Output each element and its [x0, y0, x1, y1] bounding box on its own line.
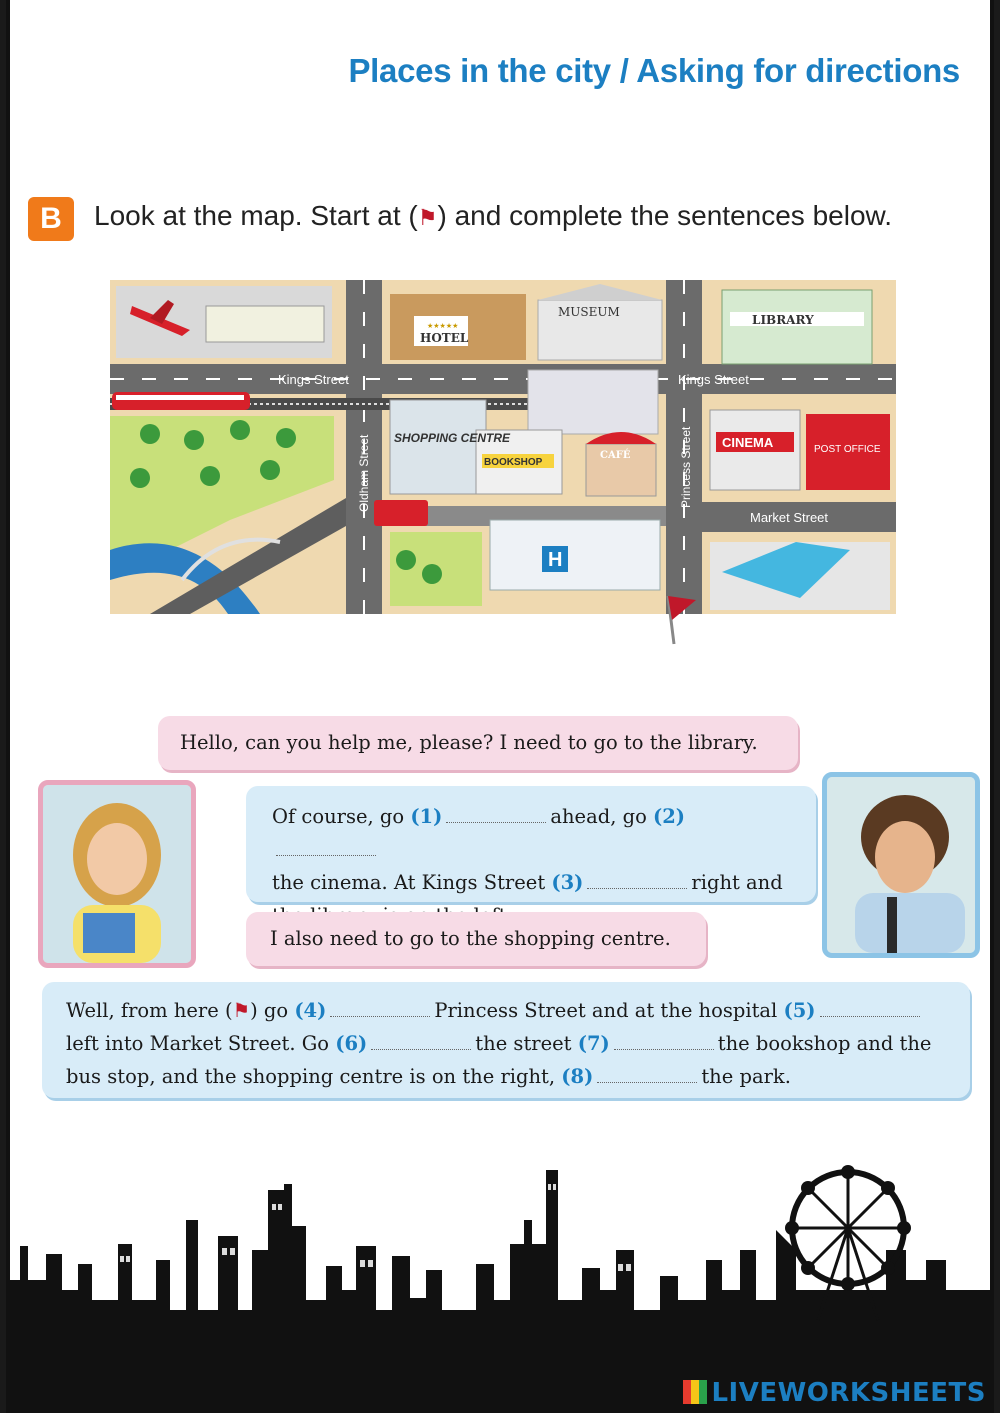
- gap-number-1: (1): [410, 805, 443, 828]
- dialogue-line-3: I also need to go to the shopping centre.: [270, 927, 671, 950]
- gap-number-6: (6): [335, 1032, 368, 1055]
- gap-number-7: (7): [577, 1032, 610, 1055]
- dialogue-line-4c: Princess Street and at the hospital: [434, 999, 778, 1022]
- gap-2-input[interactable]: [276, 842, 376, 856]
- speech-bubble-2: [246, 786, 816, 902]
- liveworksheets-logo[interactable]: [683, 1378, 986, 1408]
- gap-6-input[interactable]: [371, 1036, 471, 1050]
- map-label-market-street: Market Street: [750, 510, 829, 525]
- inline-flag-icon: ⚑: [232, 999, 251, 1022]
- map-label-hotel: HOTEL: [420, 331, 469, 345]
- gap-number-5: (5): [783, 999, 816, 1022]
- gap-number-2: (2): [653, 805, 686, 828]
- gap-4-input[interactable]: [330, 1003, 430, 1017]
- speech-bubble-4: [42, 982, 970, 1098]
- speech-bubble-3: [246, 912, 706, 966]
- instruction-text-start: Look at the map. Start at (: [94, 200, 418, 231]
- dialogue-line-4f: the bookshop and the: [717, 1032, 932, 1055]
- brand-name: LIVEWORKSHEETS: [711, 1378, 986, 1408]
- page-title: Places in the city / Asking for directions: [348, 52, 960, 89]
- speech-bubble-1: [158, 716, 798, 770]
- map-label-cinema: CINEMA: [722, 435, 774, 450]
- dialogue-line-2a: Of course, go: [272, 805, 405, 828]
- map-label-hospital: H: [548, 549, 563, 571]
- start-flag-icon: [654, 592, 698, 651]
- map-label-shopping-centre: SHOPPING CENTRE: [394, 431, 511, 445]
- gap-8-input[interactable]: [597, 1069, 697, 1083]
- map-hotel-stars: ★★★★★: [427, 323, 459, 330]
- dialogue-line-4a: Well, from here (: [66, 999, 233, 1022]
- map-label-library: LIBRARY: [752, 313, 814, 327]
- exercise-badge: B: [28, 197, 74, 241]
- gap-number-3: (3): [551, 871, 584, 894]
- map-label-oldham-street: Oldham Street: [357, 434, 371, 512]
- city-map: [110, 280, 896, 614]
- gap-7-input[interactable]: [614, 1036, 714, 1050]
- gap-3-input[interactable]: [587, 875, 687, 889]
- map-label-post-office: POST OFFICE: [814, 444, 881, 455]
- dialogue-line-2c: the cinema. At Kings Street: [272, 871, 546, 894]
- map-label-cafe: CAFÉ: [600, 450, 631, 461]
- dialogue-line-4h: the park.: [701, 1065, 791, 1088]
- instruction-text-end: ) and complete the sentences below.: [437, 200, 892, 231]
- gap-5-input[interactable]: [820, 1003, 920, 1017]
- city-skyline-illustration: [6, 1160, 994, 1413]
- dialogue-line-4g: bus stop, and the shopping centre is on the right,: [66, 1065, 556, 1088]
- gap-1-input[interactable]: [446, 809, 546, 823]
- flag-icon: ⚑: [417, 205, 438, 230]
- brand-icon: [683, 1380, 707, 1404]
- dialogue-line-2b: ahead, go: [550, 805, 647, 828]
- map-label-princess-street: Princess Street: [679, 426, 693, 508]
- dialogue-line-4b: ) go: [250, 999, 289, 1022]
- gap-number-8: (8): [561, 1065, 594, 1088]
- dialogue-line-4d: left into Market Street. Go: [66, 1032, 330, 1055]
- map-label-museum: MUSEUM: [558, 305, 620, 319]
- map-label-kings-street-west: Kings Street: [278, 372, 349, 387]
- exercise-instruction: [94, 200, 892, 232]
- dialogue-line-2d: right and: [691, 871, 783, 894]
- gap-number-4: (4): [294, 999, 327, 1022]
- girl-photo: [38, 780, 196, 968]
- map-label-bookshop: BOOKSHOP: [484, 457, 543, 468]
- map-label-kings-street-east: Kings Street: [678, 372, 749, 387]
- dialogue-line-1: Hello, can you help me, please? I need to go to the library.: [180, 731, 758, 754]
- dialogue-line-4e: the street: [475, 1032, 572, 1055]
- boy-photo: [822, 772, 980, 958]
